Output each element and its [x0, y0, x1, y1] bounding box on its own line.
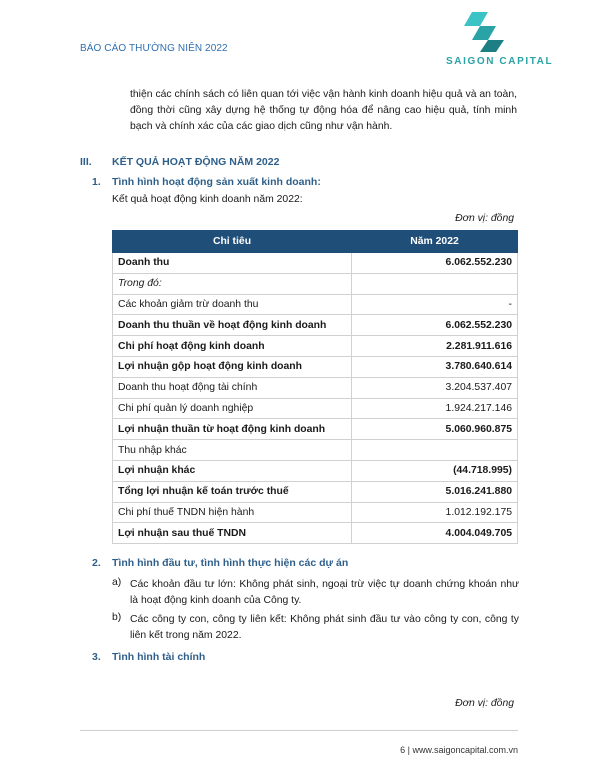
row-value: 3.204.537.407 [352, 377, 518, 398]
subsection-1-number: 1. [92, 176, 101, 188]
results-intro: Kết quả hoạt động kinh doanh năm 2022: [112, 194, 303, 205]
table-row [113, 253, 518, 274]
header-year: Năm 2022 [352, 231, 518, 253]
subsection-2-title: Tình hình đầu tư, tình hình thực hiện các dự án [112, 557, 349, 569]
row-value: 6.062.552.230 [352, 253, 518, 274]
row-value: 4.004.049.705 [352, 523, 518, 544]
row-value: 5.060.960.875 [352, 419, 518, 440]
header-indicator: Chỉ tiêu [113, 231, 352, 253]
row-label: Lợi nhuận thuần từ hoạt động kinh doanh [113, 419, 352, 440]
intro-paragraph: thiện các chính sách có liên quan tới việc vận hành kinh doanh hiệu quả và an toàn, đồng thời cũng xây dựng hệ thống tự động hóa để nâng cao hiệu quả, tính minh bạch và chính xác của các giao dịch cũng như vận hành. [130, 89, 517, 132]
row-value: 5.016.241.880 [352, 481, 518, 502]
row-label: Doanh thu [113, 253, 352, 274]
row-value: 3.780.640.614 [352, 356, 518, 377]
table-row [113, 398, 518, 419]
row-value: 2.281.911.616 [352, 336, 518, 357]
unit-note-financial: Đơn vị: đồng [455, 698, 514, 709]
row-value: 1.924.217.146 [352, 398, 518, 419]
row-label: Doanh thu thuần về hoạt động kinh doanh [113, 315, 352, 336]
table-row [113, 356, 518, 377]
row-label: Lợi nhuận khác [113, 460, 352, 481]
row-value [352, 440, 518, 461]
page-footer: 6 | www.saigoncapital.com.vn [400, 745, 518, 755]
table-row [113, 502, 518, 523]
brand-logo [446, 10, 554, 70]
table-row [113, 419, 518, 440]
saigon-capital-logo-icon [462, 10, 506, 52]
table-row [113, 440, 518, 461]
table-row [113, 377, 518, 398]
subsection-3-number: 3. [92, 651, 101, 663]
business-results-table [112, 230, 518, 544]
row-value: 1.012.192.175 [352, 502, 518, 523]
row-label: Các khoản giảm trừ doanh thu [113, 294, 352, 315]
row-label: Trong đó: [113, 273, 352, 294]
list-item-subsidiaries: Các công ty con, công ty liên kết: Không phát sinh đầu tư vào công ty con, công ty liên kết trong năm 2022. [130, 614, 519, 641]
subsection-1-title: Tình hình hoạt động sản xuất kinh doanh: [112, 176, 321, 188]
list-marker-a: a) [112, 577, 122, 588]
subsection-3-title: Tình hình tài chính [112, 651, 206, 663]
table-header-row [113, 231, 518, 253]
row-label: Chi phí thuế TNDN hiện hành [113, 502, 352, 523]
table-row [113, 523, 518, 544]
row-value: 6.062.552.230 [352, 315, 518, 336]
section-title: KẾT QUẢ HOẠT ĐỘNG NĂM 2022 [112, 156, 280, 168]
row-value: (44.718.995) [352, 460, 518, 481]
row-value: - [352, 294, 518, 315]
brand-name: SAIGON CAPITAL [446, 56, 554, 67]
table-row [113, 481, 518, 502]
table-row [113, 336, 518, 357]
unit-note: Đơn vị: đồng [455, 213, 514, 224]
report-header-title: BÁO CÁO THƯỜNG NIÊN 2022 [80, 43, 228, 54]
row-label: Chi phí quản lý doanh nghiệp [113, 398, 352, 419]
row-label: Tổng lợi nhuận kế toán trước thuế [113, 481, 352, 502]
row-label: Doanh thu hoạt động tài chính [113, 377, 352, 398]
row-label: Lợi nhuận gộp hoạt động kinh doanh [113, 356, 352, 377]
subsection-2-number: 2. [92, 557, 101, 569]
list-marker-b: b) [112, 612, 122, 623]
row-label: Lợi nhuận sau thuế TNDN [113, 523, 352, 544]
row-label: Thu nhập khác [113, 440, 352, 461]
table-row [113, 294, 518, 315]
table-row [113, 315, 518, 336]
row-value [352, 273, 518, 294]
table-row [113, 273, 518, 294]
footer-divider [80, 730, 518, 731]
table-row [113, 460, 518, 481]
list-item-investments: Các khoản đầu tư lớn: Không phát sinh, ngoại trừ việc tự doanh chứng khoán như là hoạt động kinh doanh của Công ty. [130, 579, 519, 606]
row-label: Chi phí hoạt động kinh doanh [113, 336, 352, 357]
section-number: III. [80, 156, 92, 168]
